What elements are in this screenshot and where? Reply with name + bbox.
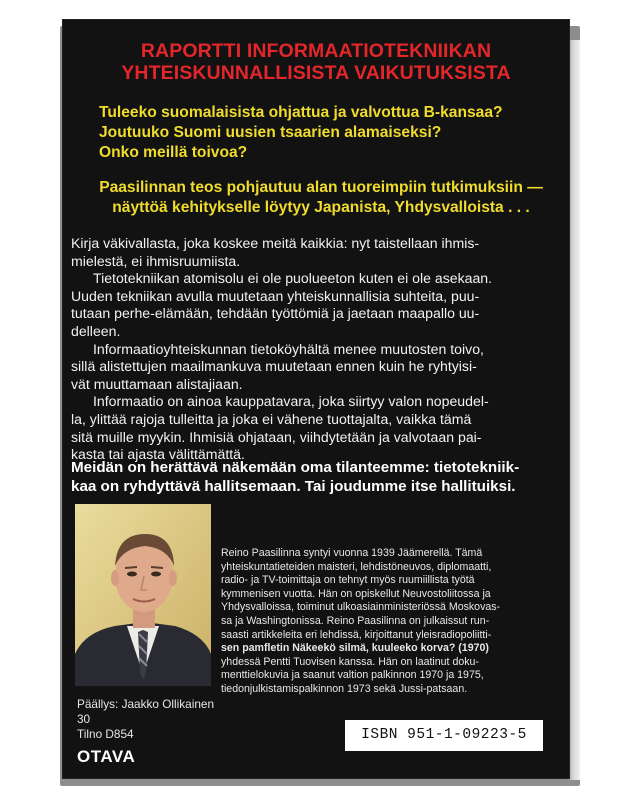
body-line: delleen. xyxy=(71,322,121,339)
bio-line: sen pamfletin Näkeekö silmä, kuuleeko korva? (1970) xyxy=(221,642,489,655)
bio-line: yhdessä Pentti Tuovisen kanssa. Hän on laatinut doku- xyxy=(221,655,479,668)
bio-line: sa ja Washingtonissa. Reino Paasilinna on julkaissut run- xyxy=(221,614,490,627)
bio-line: radio- ja TV-toimittaja on tehnyt myös ruumiillista työtä xyxy=(221,574,475,587)
headline xyxy=(63,40,569,84)
intro-line-2: näyttöä kehitykselle löytyy Japanista, Yhdysvalloista . . . xyxy=(112,199,530,216)
bio-line: menttielokuvia ja saanut valtion palkinnon 1970 ja 1975, xyxy=(221,669,484,682)
bio-line: kymmenisen vuotta. Hän on opiskellut Neuvostoliitossa ja xyxy=(221,587,491,600)
isbn-label: ISBN 951-1-09223-5 xyxy=(345,720,543,751)
body-line: sillä alistettujen maailmankuva muutetaan ennen kuin he ryhtyisi- xyxy=(71,358,477,375)
body-line: kasta tai ajasta välittämättä. xyxy=(71,446,245,463)
intro-line-1: Paasilinnan teos pohjautuu alan tuoreimpiin tutkimuksiin — xyxy=(99,179,543,196)
body-line: mielestä, ei ihmisruumiista. xyxy=(71,252,241,269)
question-line-1: Tuleeko suomalaisista ohjattua ja valvottua B-kansaa? xyxy=(99,104,503,121)
headline-line-1: RAPORTTI INFORMAATIOTEKNIIKAN xyxy=(140,40,492,62)
body-line: vät muuttamaan alistajiaan. xyxy=(71,375,243,392)
bio-line: saasti artikkeleita eri lehdissä, kirjoittanut yleisradiopoliitti- xyxy=(221,628,492,641)
publisher-logo: OTAVA xyxy=(77,747,136,766)
body-line: la, ylittää rajoja tulleitta ja joka ei vähene tuottajalta, vaikka tämä xyxy=(71,410,472,427)
credits xyxy=(77,697,214,743)
body-line: Informaatio on ainoa kauppatavara, joka siirtyy valon nopeudel- xyxy=(93,393,489,410)
bio-line: yhteiskuntatieteiden maisteri, lehdistöneuvos, diplomaatti, xyxy=(221,560,492,573)
bio-line: tiedonjulkistamispalkinnon 1973 sekä Jussi-patsaan. xyxy=(221,682,468,695)
body-line: tutaan perhe-elämään, tehdään työttömiä ja jaetaan maapallo uu- xyxy=(71,305,480,322)
body-line: Tietotekniikan atomisolu ei ole puolueeton kuten ei ole asekaan. xyxy=(93,270,493,287)
order-number: Tilno D854 xyxy=(77,727,134,742)
bio-line: Reino Paasilinna syntyi vuonna 1939 Jäämerellä. Tämä xyxy=(221,547,483,559)
series-number: 30 xyxy=(77,712,91,727)
book-back-cover xyxy=(63,20,569,778)
body-line: sitä muille myykin. Ihmisiä ohjataan, viihdytetään ja valvotaan pai- xyxy=(71,428,482,445)
headline-line-2: YHTEISKUNNALLISISTA VAIKUTUKSISTA xyxy=(121,62,511,84)
author-bio xyxy=(221,547,561,697)
bio-line: Yhdysvalloissa, toiminut ulkoasiainministeriössä Moskovas- xyxy=(221,601,501,614)
author-photo xyxy=(75,504,211,686)
cover-designer: Päällys: Jaakko Ollikainen xyxy=(77,697,215,711)
body-line: Uuden tekniikan avulla muutetaan yhteiskunnallisia suhteita, puu- xyxy=(71,287,480,304)
body-line: Informaatioyhteiskunnan tietoköyhältä menee muutosten toivo, xyxy=(93,340,484,357)
cover-page-edge xyxy=(568,40,580,780)
body-text xyxy=(71,235,561,464)
bold-line-2: kaa on ryhdyttävä hallitsemaan. Tai joudumme itse hallituiksi. xyxy=(71,478,516,495)
bold-call-to-action xyxy=(71,458,563,496)
bold-line-1: Meidän on herättävä näkemään oma tilanteemme: tietotekniik- xyxy=(71,459,520,476)
question-line-2: Joutuuko Suomi uusien tsaarien alamaiseksi? xyxy=(99,124,442,141)
questions-block xyxy=(99,103,559,163)
intro-yellow-paragraph xyxy=(81,178,561,218)
question-line-3: Onko meillä toivoa? xyxy=(99,144,248,161)
body-line: Kirja väkivallasta, joka koskee meitä kaikkia: nyt taistellaan ihmis- xyxy=(71,235,480,251)
